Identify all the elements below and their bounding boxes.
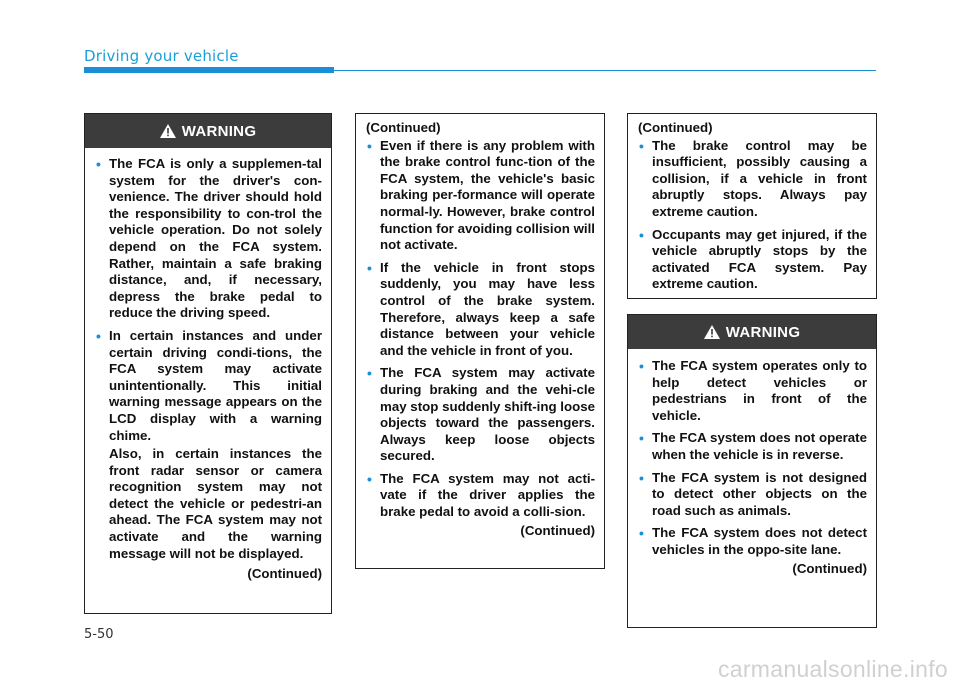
bullet-icon: • (96, 156, 101, 172)
list-item: • If the vehicle in front stops suddenly, you may have less control of the brake system. Therefore, always keep a safe distance between your vehicle and the vehicle in front of you. (367, 259, 595, 358)
bullet-icon: • (96, 327, 101, 344)
continued-header: (Continued) (638, 120, 713, 135)
continued-box-2 (355, 113, 605, 569)
list-item: • The FCA system may not acti-vate if the driver applies the brake pedal to avoid a colli-sion. (367, 470, 595, 520)
bullet-icon: • (639, 226, 644, 243)
warning-label: WARNING (181, 122, 257, 140)
bullet-icon: • (639, 358, 644, 374)
section-title: Driving your vehicle (84, 47, 239, 65)
warning-triangle-icon (704, 325, 720, 339)
bullet-icon: • (367, 470, 372, 487)
bullet-icon: • (367, 365, 372, 382)
warning-label: WARNING (725, 323, 801, 341)
warning-triangle-icon (160, 124, 176, 138)
list-item: • In certain instances and under certain driving condi-tions, the FCA system may activate unintentionally. This initial warning message appears on the LCD display with a warning chime. (96, 327, 322, 443)
list-item: • The FCA system does not detect vehicles in the oppo-site lane. (639, 525, 867, 557)
continued-footer: (Continued) (520, 522, 595, 538)
bullet-icon: • (639, 430, 644, 447)
paragraph: Also, in certain instances the front radar sensor or camera recognition system may not detect the vehicle or pedestri-an ahead. The FCA system may not activate and the warning message will not be displayed. (109, 446, 322, 561)
bullet-icon: • (367, 137, 372, 154)
list-item: • Even if there is any problem with the brake control func-tion of the FCA system, the vehicle's basic braking per-formance will operate normal-ly. However, brake control function for avoiding collision will not activate. (367, 137, 595, 253)
section-accent-bar (84, 67, 334, 73)
continued-footer: (Continued) (247, 566, 322, 582)
list-item: • The FCA system does not operate when the vehicle is in reverse. (639, 430, 867, 462)
warning-box-1 (84, 113, 332, 614)
list-item: • Occupants may get injured, if the vehicle abruptly stops by the activated FCA system. Pay extreme caution. (639, 226, 867, 292)
warning-header (85, 114, 331, 148)
list-item: • The FCA system operates only to help detect vehicles or pedestrians in front of the vehicle. (639, 358, 867, 423)
watermark: carmanualsonline.info (717, 656, 948, 682)
bullet-icon: • (639, 469, 644, 486)
list-item: • The FCA system may activate during braking and the vehi-cle may stop suddenly shift-ing loose objects toward the passengers. Always keep loose objects secured. (367, 365, 595, 464)
section-divider-line (334, 70, 876, 71)
list-item: • The FCA system is not designed to detect other objects on the road such as animals. (639, 469, 867, 518)
continued-box-3 (627, 113, 877, 299)
page-number: 5-50 (84, 627, 114, 642)
bullet-icon: • (639, 525, 644, 542)
bullet-icon: • (367, 259, 372, 276)
bullet-icon: • (639, 137, 644, 154)
continued-footer: (Continued) (792, 560, 867, 576)
warning-box-2 (627, 314, 877, 628)
list-item: • The brake control may be insufficient, possibly causing a collision, if a vehicle in front abruptly stops. Always pay extreme caution. (639, 137, 867, 219)
list-item: • The FCA is only a supplemen-tal system for the driver's con-venience. The driver should hold the responsibility to con-trol the vehicle operation. Do not solely depend on the FCA system. Rather, maintain a safe braking distance, and, if necessary, depress the brake pedal to reduce the driving speed. (96, 156, 322, 321)
continued-header: (Continued) (366, 120, 441, 135)
warning-header (628, 315, 876, 349)
